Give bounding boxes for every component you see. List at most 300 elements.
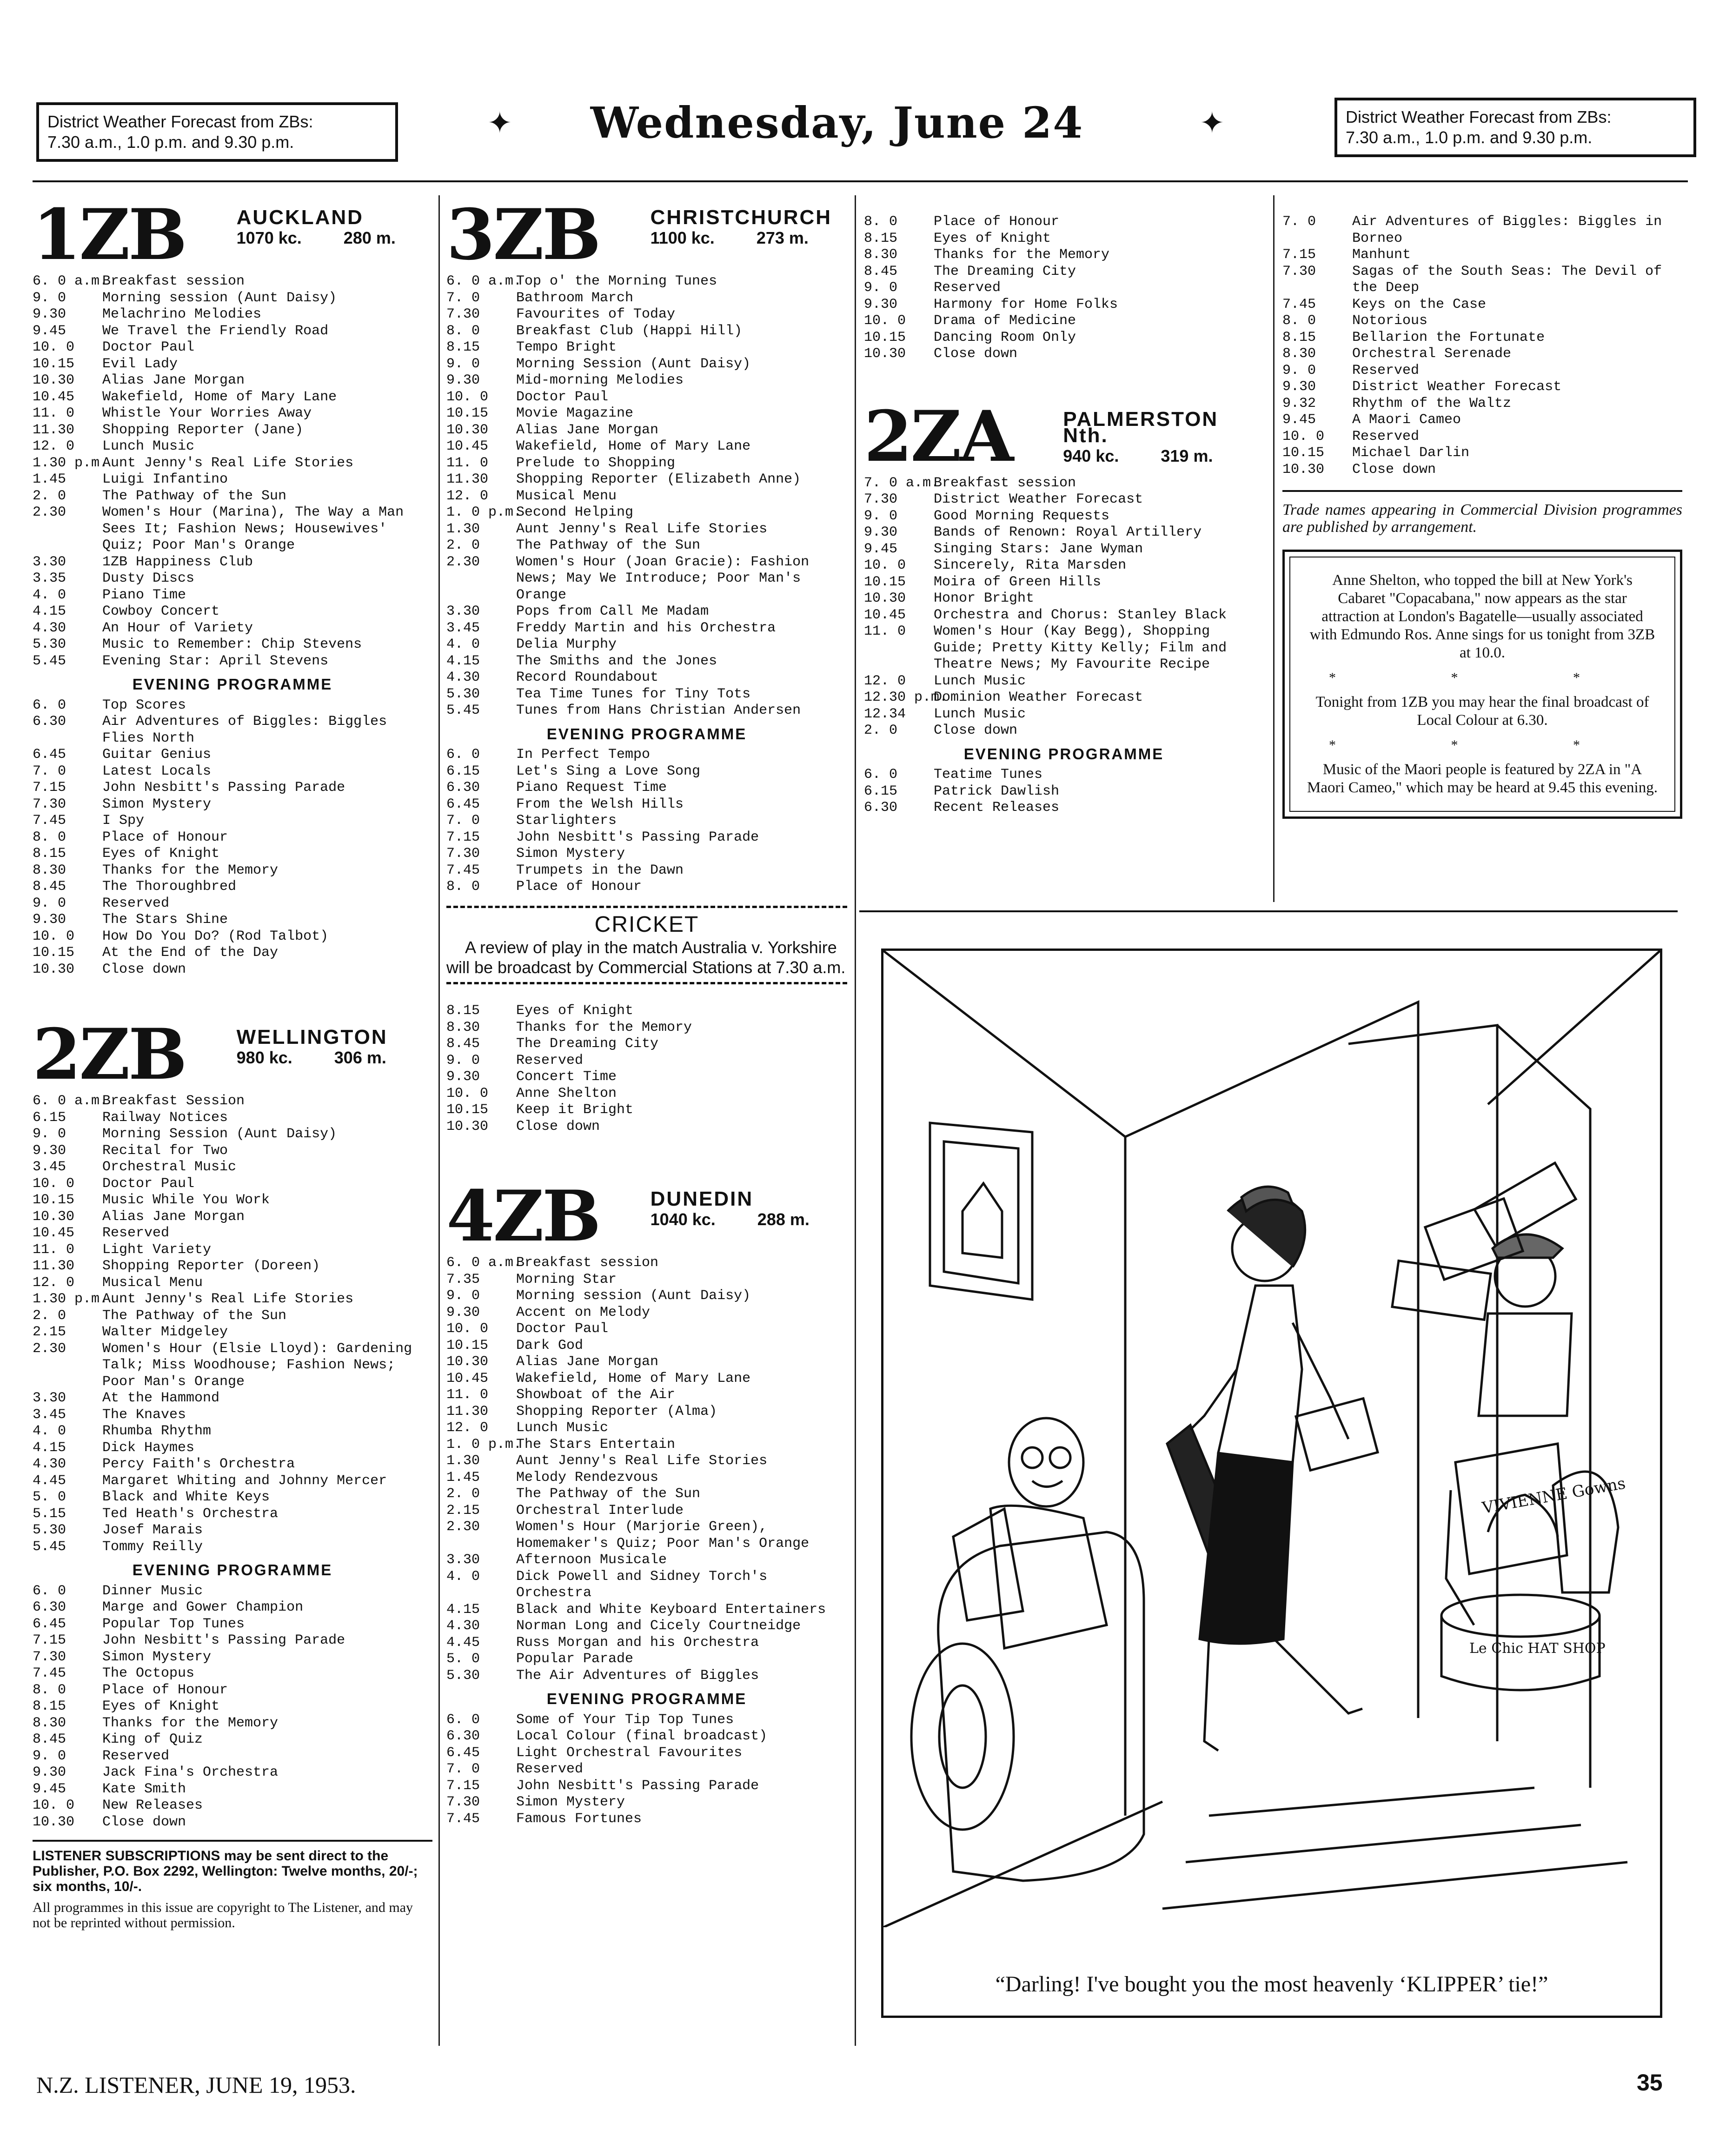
programme-title: Tunes from Hans Christian Andersen — [516, 703, 801, 718]
station-1zb — [33, 194, 432, 978]
programme-title: Singing Stars: Jane Wyman — [934, 541, 1143, 557]
programme-row — [33, 1698, 432, 1715]
programme-title: Music to Remember: Chip Stevens — [102, 637, 362, 652]
header-rule — [33, 180, 1688, 182]
column-2 — [446, 194, 847, 1827]
subscriptions-info: LISTENER SUBSCRIPTIONS may be sent direct to the Publisher, P.O. Box 2292, Wellington: Twelve months, 20/-; six months, 10/-. — [33, 1848, 418, 1894]
programme-title: Famous Fortunes — [516, 1811, 642, 1827]
column-1 — [33, 194, 432, 1930]
programme-time: 7.45 — [1282, 296, 1316, 312]
programme-title: Music While You Work — [102, 1192, 270, 1208]
programme-row — [33, 1539, 432, 1556]
programme-row — [33, 714, 432, 747]
programme-time: 9.45 — [1282, 412, 1316, 428]
programme-title: Eyes of Knight — [102, 1698, 220, 1714]
programme-row — [446, 1453, 847, 1470]
programme-time: 8.30 — [1282, 346, 1316, 362]
programme-title: Moira of Green Hills — [934, 574, 1102, 590]
station-call-sign: 1ZB — [33, 194, 186, 276]
programme-time: 10.30 — [864, 346, 906, 362]
weather-line-1: District Weather Forecast from ZBs: — [47, 112, 313, 131]
programme-row — [446, 1486, 847, 1503]
programme-time: 5.30 — [446, 1667, 480, 1684]
programme-title: Women's Hour (Marjorie Green), Homemaker's Quiz; Poor Man's Orange — [516, 1519, 810, 1552]
programme-time: 9. 0 — [446, 1052, 480, 1068]
programme-time: 10. 0 — [33, 1798, 75, 1813]
programme-time: 5.45 — [33, 653, 66, 669]
programme-title: Rhythm of the Waltz — [1352, 395, 1512, 411]
programme-row — [33, 813, 432, 829]
programme-title: Women's Hour (Elsie Lloyd): Gardening Talk; Miss Woodhouse; Fashion News; Poor Man's Orange — [102, 1340, 412, 1390]
weather-line-1: District Weather Forecast from ZBs: — [1346, 107, 1612, 126]
programme-title: In Perfect Tempo — [516, 747, 651, 763]
programme-title: Wakefield, Home of Mary Lane — [102, 389, 337, 405]
programme-time: 9.30 — [1282, 379, 1316, 395]
programme-time: 10.30 — [33, 1208, 75, 1225]
programme-title: Walter Midgeley — [102, 1324, 228, 1340]
programme-title: Movie Magazine — [516, 405, 634, 421]
programme-title: Black and White Keys — [102, 1489, 270, 1505]
programme-row — [864, 231, 1264, 247]
programme-title: Wakefield, Home of Mary Lane — [516, 438, 751, 454]
programme-time: 9.30 — [446, 1304, 480, 1320]
programme-row — [446, 1420, 847, 1437]
programme-row — [33, 405, 432, 422]
programme-row — [33, 1682, 432, 1699]
programme-time: 8.45 — [33, 879, 66, 895]
programme-row — [33, 571, 432, 587]
programme-row — [33, 1093, 432, 1110]
programme-time: 6. 0 — [33, 697, 66, 713]
programme-time: 7.30 — [33, 796, 66, 812]
programme-title: Good Morning Requests — [934, 508, 1110, 524]
programme-title: Melachrino Melodies — [102, 306, 262, 322]
programme-title: Thanks for the Memory — [516, 1019, 692, 1035]
programme-row — [33, 620, 432, 637]
programme-title: The Thoroughbred — [102, 879, 237, 895]
programme-row — [864, 574, 1264, 591]
programme-time: 2. 0 — [33, 1307, 66, 1324]
programme-title: Morning session (Aunt Daisy) — [102, 290, 337, 306]
programme-time: 10.30 — [446, 422, 489, 438]
programme-row — [33, 1456, 432, 1473]
programme-row — [33, 1765, 432, 1781]
programme-time: 4. 0 — [446, 1568, 480, 1585]
programme-row — [446, 780, 847, 796]
programme-title: Simon Mystery — [516, 1794, 625, 1810]
programme-title: Orchestral Interlude — [516, 1502, 684, 1519]
programme-row — [1282, 445, 1682, 462]
programme-row — [446, 1552, 847, 1569]
programme-time: 7. 0 a.m. — [864, 475, 940, 491]
programme-row — [864, 723, 1264, 739]
programme-row — [864, 557, 1264, 574]
programme-time: 10.45 — [33, 1225, 75, 1241]
programme-time: 7. 0 — [33, 763, 66, 779]
station-call-sign: 2ZB — [33, 1014, 186, 1095]
programme-row — [33, 653, 432, 670]
programme-title: Sincerely, Rita Marsden — [934, 557, 1127, 573]
programme-row — [446, 521, 847, 538]
programme-row — [446, 1354, 847, 1371]
programme-title: Reserved — [934, 280, 1001, 296]
programme-row — [446, 1668, 847, 1685]
programme-title: Wakefield, Home of Mary Lane — [516, 1370, 751, 1386]
programme-time: 11.30 — [33, 422, 75, 438]
programme-title: Piano Request Time — [516, 780, 667, 796]
programme-title: At the Hammond — [102, 1390, 220, 1406]
programme-time: 7.30 — [446, 846, 480, 862]
programme-title: Shopping Reporter (Doreen) — [102, 1258, 320, 1274]
programme-time: 10. 0 — [446, 1321, 489, 1337]
programme-time: 4.15 — [33, 604, 66, 619]
programme-title: Close down — [102, 961, 186, 977]
programme-title: An Hour of Variety — [102, 620, 253, 636]
evening-programme-heading: EVENING PROGRAMME — [132, 676, 333, 693]
programme-title: Manhunt — [1352, 247, 1411, 263]
programme-title: I Spy — [102, 813, 145, 829]
programme-time: 4.30 — [33, 1456, 66, 1472]
programme-row — [1282, 462, 1682, 478]
wavelength: 280 m. — [343, 228, 396, 247]
station-call-sign: 3ZB — [446, 194, 599, 276]
programme-title: District Weather Forecast — [1352, 379, 1562, 395]
wavelength: 319 m. — [1161, 446, 1213, 465]
programme-row — [33, 1407, 432, 1424]
programme-title: Breakfast session — [102, 273, 245, 289]
programme-time: 7.15 — [446, 829, 480, 845]
programme-title: Aunt Jenny's Real Life Stories — [516, 1453, 768, 1469]
programme-time: 10.30 — [33, 372, 75, 388]
cricket-notice: A review of play in the match Australia v. Yorkshire will be broadcast by Commercial Stations at 7.30 a.m. — [446, 938, 846, 977]
programme-title: Lunch Music — [516, 1420, 609, 1436]
programme-title: Eyes of Knight — [934, 230, 1051, 246]
programme-title: The Stars Entertain — [516, 1436, 676, 1453]
programme-row — [33, 1616, 432, 1633]
wavelength: 273 m. — [756, 228, 809, 247]
programme-time: 8.30 — [33, 1715, 66, 1731]
programme-time: 4.45 — [33, 1473, 66, 1489]
programme-time: 10.15 — [33, 945, 75, 961]
programme-title: Prelude to Shopping — [516, 455, 676, 471]
programme-row — [446, 1778, 847, 1795]
station-call-sign: 4ZB — [446, 1175, 599, 1257]
programme-title: Alias Jane Morgan — [102, 1208, 245, 1225]
station-4zb — [446, 1175, 847, 1827]
programme-row — [446, 1404, 847, 1420]
station-city: WELLINGTON — [236, 1026, 388, 1048]
programme-title: Latest Locals — [102, 763, 212, 779]
programme-row — [446, 455, 847, 472]
programme-title: Close down — [516, 1118, 600, 1134]
programme-row — [446, 1712, 847, 1729]
programme-time: 8.15 — [864, 230, 898, 246]
programme-time: 7.30 — [1282, 263, 1316, 279]
programme-time: 10. 0 — [864, 313, 906, 329]
programme-time: 5.45 — [446, 703, 480, 718]
programme-title: Breakfast session — [934, 475, 1076, 491]
programme-title: Orchestral Serenade — [1352, 346, 1512, 362]
programme-row — [33, 846, 432, 862]
programme-title: Breakfast Club (Happi Hill) — [516, 323, 743, 339]
programme-time: 11. 0 — [446, 455, 489, 471]
programme-title: Margaret Whiting and Johnny Mercer — [102, 1473, 387, 1489]
programme-row — [33, 1599, 432, 1616]
programme-title: Second Helping — [516, 504, 634, 520]
ornament-right: ✦ — [1200, 106, 1225, 140]
programme-title: Rhumba Rhythm — [102, 1423, 212, 1439]
programme-time: 3.45 — [33, 1159, 66, 1175]
programme-time: 4.30 — [446, 1618, 480, 1634]
copyright-notice: All programmes in this issue are copyright to The Listener, and may not be reprinted without permission. — [33, 1900, 413, 1930]
programme-row — [33, 780, 432, 796]
column-3 — [864, 214, 1264, 816]
programme-row — [864, 214, 1264, 231]
programme-title: Reserved — [102, 1748, 170, 1764]
programme-time: 7.45 — [33, 813, 66, 829]
programme-title: Doctor Paul — [102, 339, 195, 355]
programme-title: Aunt Jenny's Real Life Stories — [102, 1291, 354, 1307]
programme-title: Morning Star — [516, 1271, 617, 1287]
station-city: PALMERSTON Nth. — [1063, 407, 1219, 447]
programme-title: Dick Powell and Sidney Torch's Orchestra — [516, 1568, 768, 1601]
programme-time: 7.15 — [1282, 247, 1316, 263]
programme-time: 4. 0 — [33, 587, 66, 603]
programme-row — [33, 389, 432, 406]
programme-title: Trumpets in the Dawn — [516, 862, 684, 878]
programme-row — [1282, 214, 1682, 247]
note-local-colour: Tonight from 1ZB you may hear the final broadcast of Local Colour at 6.30. — [1315, 694, 1649, 729]
programme-time: 8. 0 — [33, 1682, 66, 1698]
programme-row — [33, 471, 432, 488]
programme-time: 6. 0 — [446, 1712, 480, 1728]
programme-title: Dancing Room Only — [934, 329, 1076, 345]
frequency-kc: 1100 kc. — [650, 228, 715, 247]
ornament-left: ✦ — [487, 106, 512, 140]
evening-programme-heading: EVENING PROGRAMME — [963, 745, 1164, 763]
programme-time: 1.30 — [446, 521, 480, 537]
programme-time: 6.45 — [33, 1616, 66, 1632]
programme-title: Aunt Jenny's Real Life Stories — [102, 455, 354, 471]
programme-title: Evil Lady — [102, 356, 178, 372]
programme-title: Popular Top Tunes — [102, 1616, 245, 1632]
programme-title: Women's Hour (Kay Begg), Shopping Guide; Pretty Kitty Kelly; Film and Theatre News; My Favourite Recipe — [934, 624, 1227, 672]
station-info — [650, 206, 832, 247]
programme-row — [33, 1324, 432, 1341]
frequency-kc: 1040 kc. — [650, 1209, 716, 1229]
programme-title: The Pathway of the Sun — [516, 1486, 701, 1502]
programme-row — [864, 767, 1264, 783]
programme-title: Some of Your Tip Top Tunes — [516, 1712, 734, 1728]
page-title: Wednesday, June 24 — [590, 98, 1084, 148]
programme-time: 9. 0 — [864, 508, 898, 524]
programme-title: Patrick Dawlish — [934, 783, 1060, 799]
programme-title: Popular Parade — [516, 1651, 634, 1667]
station-frequency — [237, 230, 396, 246]
programme-row — [446, 1519, 847, 1552]
programme-row — [33, 1440, 432, 1457]
programme-row — [446, 1036, 847, 1053]
programme-title: Accent on Melody — [516, 1304, 651, 1320]
programme-time: 5.30 — [33, 637, 66, 652]
programme-time: 10.15 — [446, 1102, 489, 1118]
programme-time: 10.30 — [1282, 461, 1325, 478]
programme-title: Notorious — [1352, 313, 1428, 329]
programme-title: Bands of Renown: Royal Artillery — [934, 524, 1202, 540]
programme-row — [1282, 264, 1682, 297]
divider-wavy — [446, 906, 847, 913]
programme-row — [33, 1506, 432, 1523]
programme-time: 7.15 — [33, 780, 66, 796]
column-rule — [438, 195, 440, 2046]
programme-row — [33, 637, 432, 653]
programme-time: 3.30 — [446, 1552, 480, 1568]
station-header — [33, 194, 432, 276]
programme-time: 6.45 — [446, 1745, 480, 1761]
programme-time: 4.45 — [446, 1634, 480, 1651]
programme-time: 2. 0 — [864, 723, 898, 738]
programme-row — [446, 796, 847, 813]
programme-row — [864, 330, 1264, 346]
programme-time: 12. 0 — [446, 1420, 489, 1436]
programme-row — [33, 896, 432, 912]
programme-row — [1282, 429, 1682, 445]
programme-title: Kate Smith — [102, 1781, 186, 1797]
programme-row — [864, 690, 1264, 706]
programme-title: Aunt Jenny's Real Life Stories — [516, 521, 768, 537]
weather-box-right — [1334, 98, 1696, 157]
evening-programme-heading: EVENING PROGRAMME — [132, 1561, 333, 1579]
programme-time: 8.45 — [446, 1036, 480, 1052]
programme-row — [33, 1341, 432, 1391]
programme-time: 8.30 — [33, 862, 66, 878]
programme-time: 7.15 — [33, 1632, 66, 1648]
programme-time: 6.15 — [446, 763, 480, 779]
programme-title: Simon Mystery — [516, 846, 625, 862]
programme-time: 3.30 — [33, 1390, 66, 1406]
programme-row — [33, 438, 432, 455]
programme-title: Tommy Reilly — [102, 1539, 203, 1555]
programme-row — [1282, 379, 1682, 396]
programme-title: Jack Fina's Orchestra — [102, 1765, 279, 1780]
programme-time: 11.30 — [446, 471, 489, 487]
programme-time: 10.45 — [864, 607, 906, 623]
programme-time: 3.30 — [446, 604, 480, 619]
programme-time: 2.30 — [446, 554, 480, 570]
programme-title: Place of Honour — [102, 1682, 228, 1698]
programme-title: Thanks for the Memory — [102, 1715, 279, 1731]
programme-time: 10.30 — [864, 590, 906, 606]
programme-time: 10.15 — [1282, 445, 1325, 461]
programme-row — [864, 673, 1264, 690]
programme-title: Lunch Music — [934, 706, 1026, 722]
programme-title: The Pathway of the Sun — [102, 1307, 287, 1324]
programme-time: 8.15 — [446, 1003, 480, 1019]
programme-row — [33, 422, 432, 439]
programme-time: 4. 0 — [446, 637, 480, 652]
programme-row — [33, 1489, 432, 1506]
programme-row — [33, 1159, 432, 1176]
evening-programme-heading: EVENING PROGRAMME — [546, 1690, 747, 1707]
programme-time: 6. 0 a.m. — [33, 273, 108, 289]
cartoon-caption: “Darling! I've bought you the most heavenly ‘KLIPPER’ tie!” — [995, 1972, 1548, 1997]
programme-title: Close down — [934, 346, 1018, 362]
programme-time: 1. 0 p.m. — [446, 1436, 522, 1453]
programme-row — [864, 247, 1264, 264]
cartoon-top-rule — [859, 910, 1678, 912]
programme-time: 10.15 — [446, 405, 489, 421]
station-frequency — [651, 1211, 810, 1228]
programme-row — [864, 280, 1264, 297]
programme-row — [1282, 412, 1682, 429]
programme-time: 10.45 — [446, 438, 489, 454]
programme-row — [33, 1390, 432, 1407]
programme-title: Norman Long and Cicely Courtneidge — [516, 1618, 801, 1634]
station-info — [650, 1187, 810, 1229]
programme-row — [1282, 330, 1682, 346]
programme-time: 1.45 — [33, 471, 66, 487]
note-anne-shelton: Anne Shelton, who topped the bill at New York's Cabaret "Copacabana," now appears as the star attraction at London's Bagatelle—usually associated with Edmundo Ros. Anne sings for us tonight from 3ZB at 10.0. — [1309, 572, 1655, 661]
programme-time: 9. 0 — [33, 1748, 66, 1764]
programme-time: 8.15 — [1282, 329, 1316, 345]
programme-time: 6. 0 a.m. — [446, 1255, 522, 1271]
programme-title: We Travel the Friendly Road — [102, 323, 329, 339]
programme-row — [446, 504, 847, 521]
programme-row — [1282, 346, 1682, 363]
programme-row — [33, 1275, 432, 1292]
programme-row — [446, 1651, 847, 1668]
programme-title: Melody Rendezvous — [516, 1469, 659, 1486]
programme-title: Morning Session (Aunt Daisy) — [516, 356, 751, 372]
programme-time: 5.45 — [33, 1539, 66, 1555]
programme-time: 10. 0 — [1282, 428, 1325, 444]
programme-time: 3.45 — [33, 1406, 66, 1423]
programme-row — [446, 323, 847, 340]
programme-row — [446, 537, 847, 554]
programme-row — [33, 929, 432, 945]
wavelength: 288 m. — [757, 1209, 810, 1229]
station-city: DUNEDIN — [650, 1187, 754, 1210]
programme-row — [864, 783, 1264, 800]
programme-row — [446, 653, 847, 670]
programme-row — [33, 306, 432, 323]
subscriptions — [33, 1848, 432, 1930]
programme-time: 10.15 — [33, 1192, 75, 1208]
programme-row — [446, 405, 847, 422]
programme-row — [33, 1242, 432, 1259]
programme-time: 10. 0 — [33, 1175, 75, 1192]
programme-row — [33, 1798, 432, 1814]
station-city: CHRISTCHURCH — [650, 206, 832, 229]
programme-time: 8. 0 — [864, 214, 898, 230]
programme-row — [33, 554, 432, 571]
programme-title: The Stars Shine — [102, 912, 228, 928]
column-rule — [855, 195, 856, 2046]
programme-time: 1.30 p.m. — [33, 1291, 108, 1307]
programme-title: Ted Heath's Orchestra — [102, 1506, 279, 1522]
2zb-evening-continued — [1282, 214, 1682, 478]
programme-row — [446, 1761, 847, 1778]
programme-row — [33, 1126, 432, 1143]
programme-time: 6.45 — [33, 747, 66, 763]
programme-time: 9.32 — [1282, 395, 1316, 411]
programme-row — [1282, 396, 1682, 412]
cricket-heading: CRICKET — [594, 912, 699, 937]
programme-time: 10.30 — [33, 1814, 75, 1830]
programme-row — [446, 620, 847, 637]
programme-row — [446, 389, 847, 406]
programme-title: Sagas of the South Seas: The Devil of the Deep — [1352, 263, 1662, 296]
